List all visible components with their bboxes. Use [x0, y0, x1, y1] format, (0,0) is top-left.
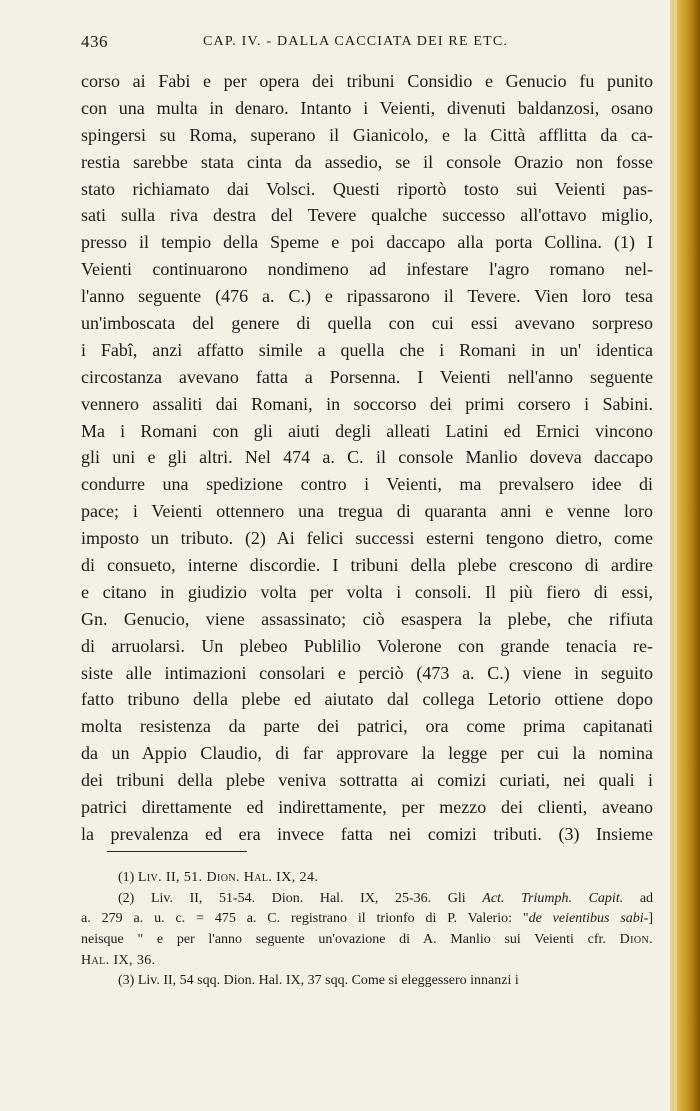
- text-line: Veienti continuarono nondimeno ad infestare l'agro romano nel-: [81, 259, 653, 280]
- footnote-2-cont: [81, 909, 653, 930]
- footnote-text: neisque " e per l'anno seguente un'ovazione di A. Manlio sui Veienti cfr.: [81, 932, 606, 948]
- text-line: corso ai Fabi e per opera dei tribuni Considio e Genucio fu punito: [81, 71, 653, 91]
- text-line: stato richiamato dai Volsci. Questi riportò tosto sui Veienti pas-: [81, 178, 653, 199]
- text-line: restia sarebbe stata cinta da assedio, se il console Orazio non fosse: [81, 151, 653, 172]
- text-line: da un Appio Claudio, di far approvare la legge per cui la nomina: [81, 743, 653, 764]
- footnote-2-cont: Hal. IX, 36.: [81, 952, 156, 968]
- footnote-2-cont: [81, 930, 653, 951]
- footnotes: [81, 868, 653, 992]
- footnote-text: Liv. II, 51-54. Dion. Hal. IX, 25-36. Gli: [150, 890, 466, 906]
- text-line: l'anno seguente (476 a. C.) e ripassarono il Tevere. Vien loro tesa: [81, 286, 653, 307]
- text-line: circostanza avevano fatta a Porsenna. I Veienti nell'anno seguente: [81, 366, 653, 387]
- footnote-ref: (2): [244, 528, 266, 549]
- text-line: molta resistenza da parte dei patrici, ora come prima capitanati: [81, 716, 653, 737]
- text-line: un'imboscata del genere di quella con cui essi avevano sorpreso: [81, 313, 653, 334]
- text-line: gli uni e gli altri. Nel 474 a. C. il console Manlio doveva daccapo: [81, 447, 653, 468]
- footnote-3: [81, 971, 653, 992]
- text-line: dei tribuni della plebe veniva sottratta ai comizi curiati, nei quali i: [81, 770, 653, 791]
- text-line: e citano in giudizio volta per volta i consoli. Il più fiero di essi,: [81, 581, 653, 602]
- footnote-italic: Act. Triumph. Capit.: [482, 890, 624, 906]
- text-line: [81, 229, 653, 256]
- text-line: patrici direttamente ed indirettamente, per mezzo dei clienti, aveano: [81, 797, 653, 818]
- footnote-italic: de veientibus sabi-: [528, 911, 649, 927]
- text-line: fatto tribuno della plebe ed aiutato dal collega Letorio ottiene dopo: [81, 689, 653, 710]
- page-number: 436: [81, 32, 108, 51]
- text-fragment: presso il tempio della Speme e poi daccapo alla porta Collina.: [81, 232, 602, 253]
- footnote-ref: (1) I: [613, 232, 654, 253]
- footnote-2: [81, 889, 653, 910]
- text-line: siste alle intimazioni consolari e perciò (473 a. C.) viene in seguito: [81, 662, 653, 683]
- text-line: i Fabî, anzi affatto simile a quella che i Romani in un' identica: [81, 339, 653, 360]
- body-text: [81, 68, 653, 848]
- text-line: [81, 525, 653, 552]
- footnote-1: [81, 868, 653, 889]
- running-title: CAP. IV. - DALLA CACCIATA DEI RE ETC.: [203, 34, 509, 49]
- footnote-mark: (3): [118, 973, 135, 989]
- text-line: pace; i Veienti ottennero una tregua di quaranta anni e venne loro: [81, 501, 653, 522]
- text-line: vennero assaliti dai Romani, in soccorso dei primi corsero i Sabini.: [81, 393, 653, 414]
- footnote-mark: (1): [118, 870, 135, 885]
- text-fragment: imposto un tributo.: [81, 528, 234, 549]
- gilded-page-edge: [670, 0, 700, 1111]
- text-line: spingersi su Roma, superano il Gianicolo, e la Città afflitta da ca-: [81, 124, 653, 145]
- text-line: [81, 821, 653, 848]
- footnote-divider: [107, 851, 247, 852]
- footnote-text: Liv. II, 51. Dion. Hal. IX, 24.: [137, 870, 319, 885]
- page-header: [81, 32, 653, 58]
- text-line: Gn. Genucio, viene assassinato; ciò esaspera la plebe, che rifiuta: [81, 608, 653, 629]
- footnote-mark: (2): [118, 890, 135, 906]
- footnote-text: Dion.: [619, 932, 654, 948]
- text-line: Ma i Romani con gli aiuti degli alleati Latini ed Ernici vincono: [81, 420, 653, 441]
- footnote-text: a. 279 a. u. c. = 475 a. C. registrano il trionfo di P. Valerio: ": [81, 911, 529, 927]
- text-line: sati sulla riva destra del Tevere qualche successo all'ottavo miglio,: [81, 205, 653, 226]
- text-fragment: Ai felici successi esterni tengono dietro, come: [276, 528, 653, 549]
- footnote-text: ]: [648, 911, 653, 927]
- footnote-ref: (3): [558, 823, 580, 844]
- text-line: di arruolarsi. Un plebeo Publilio Volerone con grande tenacia re-: [81, 635, 653, 656]
- text-line: di consueto, interne discordie. I tribuni della plebe crescono di ardire: [81, 555, 653, 576]
- footnote-text: Liv. II, 54 sqq. Dion. Hal. IX, 37 sqq. Come si eleggessero innanzi i: [137, 973, 519, 989]
- text-fragment: Insieme: [596, 823, 654, 844]
- text-line: con una multa in denaro. Intanto i Veienti, divenuti baldanzosi, osano: [81, 97, 653, 118]
- text-fragment: la prevalenza ed era invece fatta nei comizi tributi.: [81, 823, 542, 844]
- footnote-text: ad: [639, 890, 654, 906]
- text-line: condurre una spedizione contro i Veienti, ma prevalsero idee di: [81, 474, 653, 495]
